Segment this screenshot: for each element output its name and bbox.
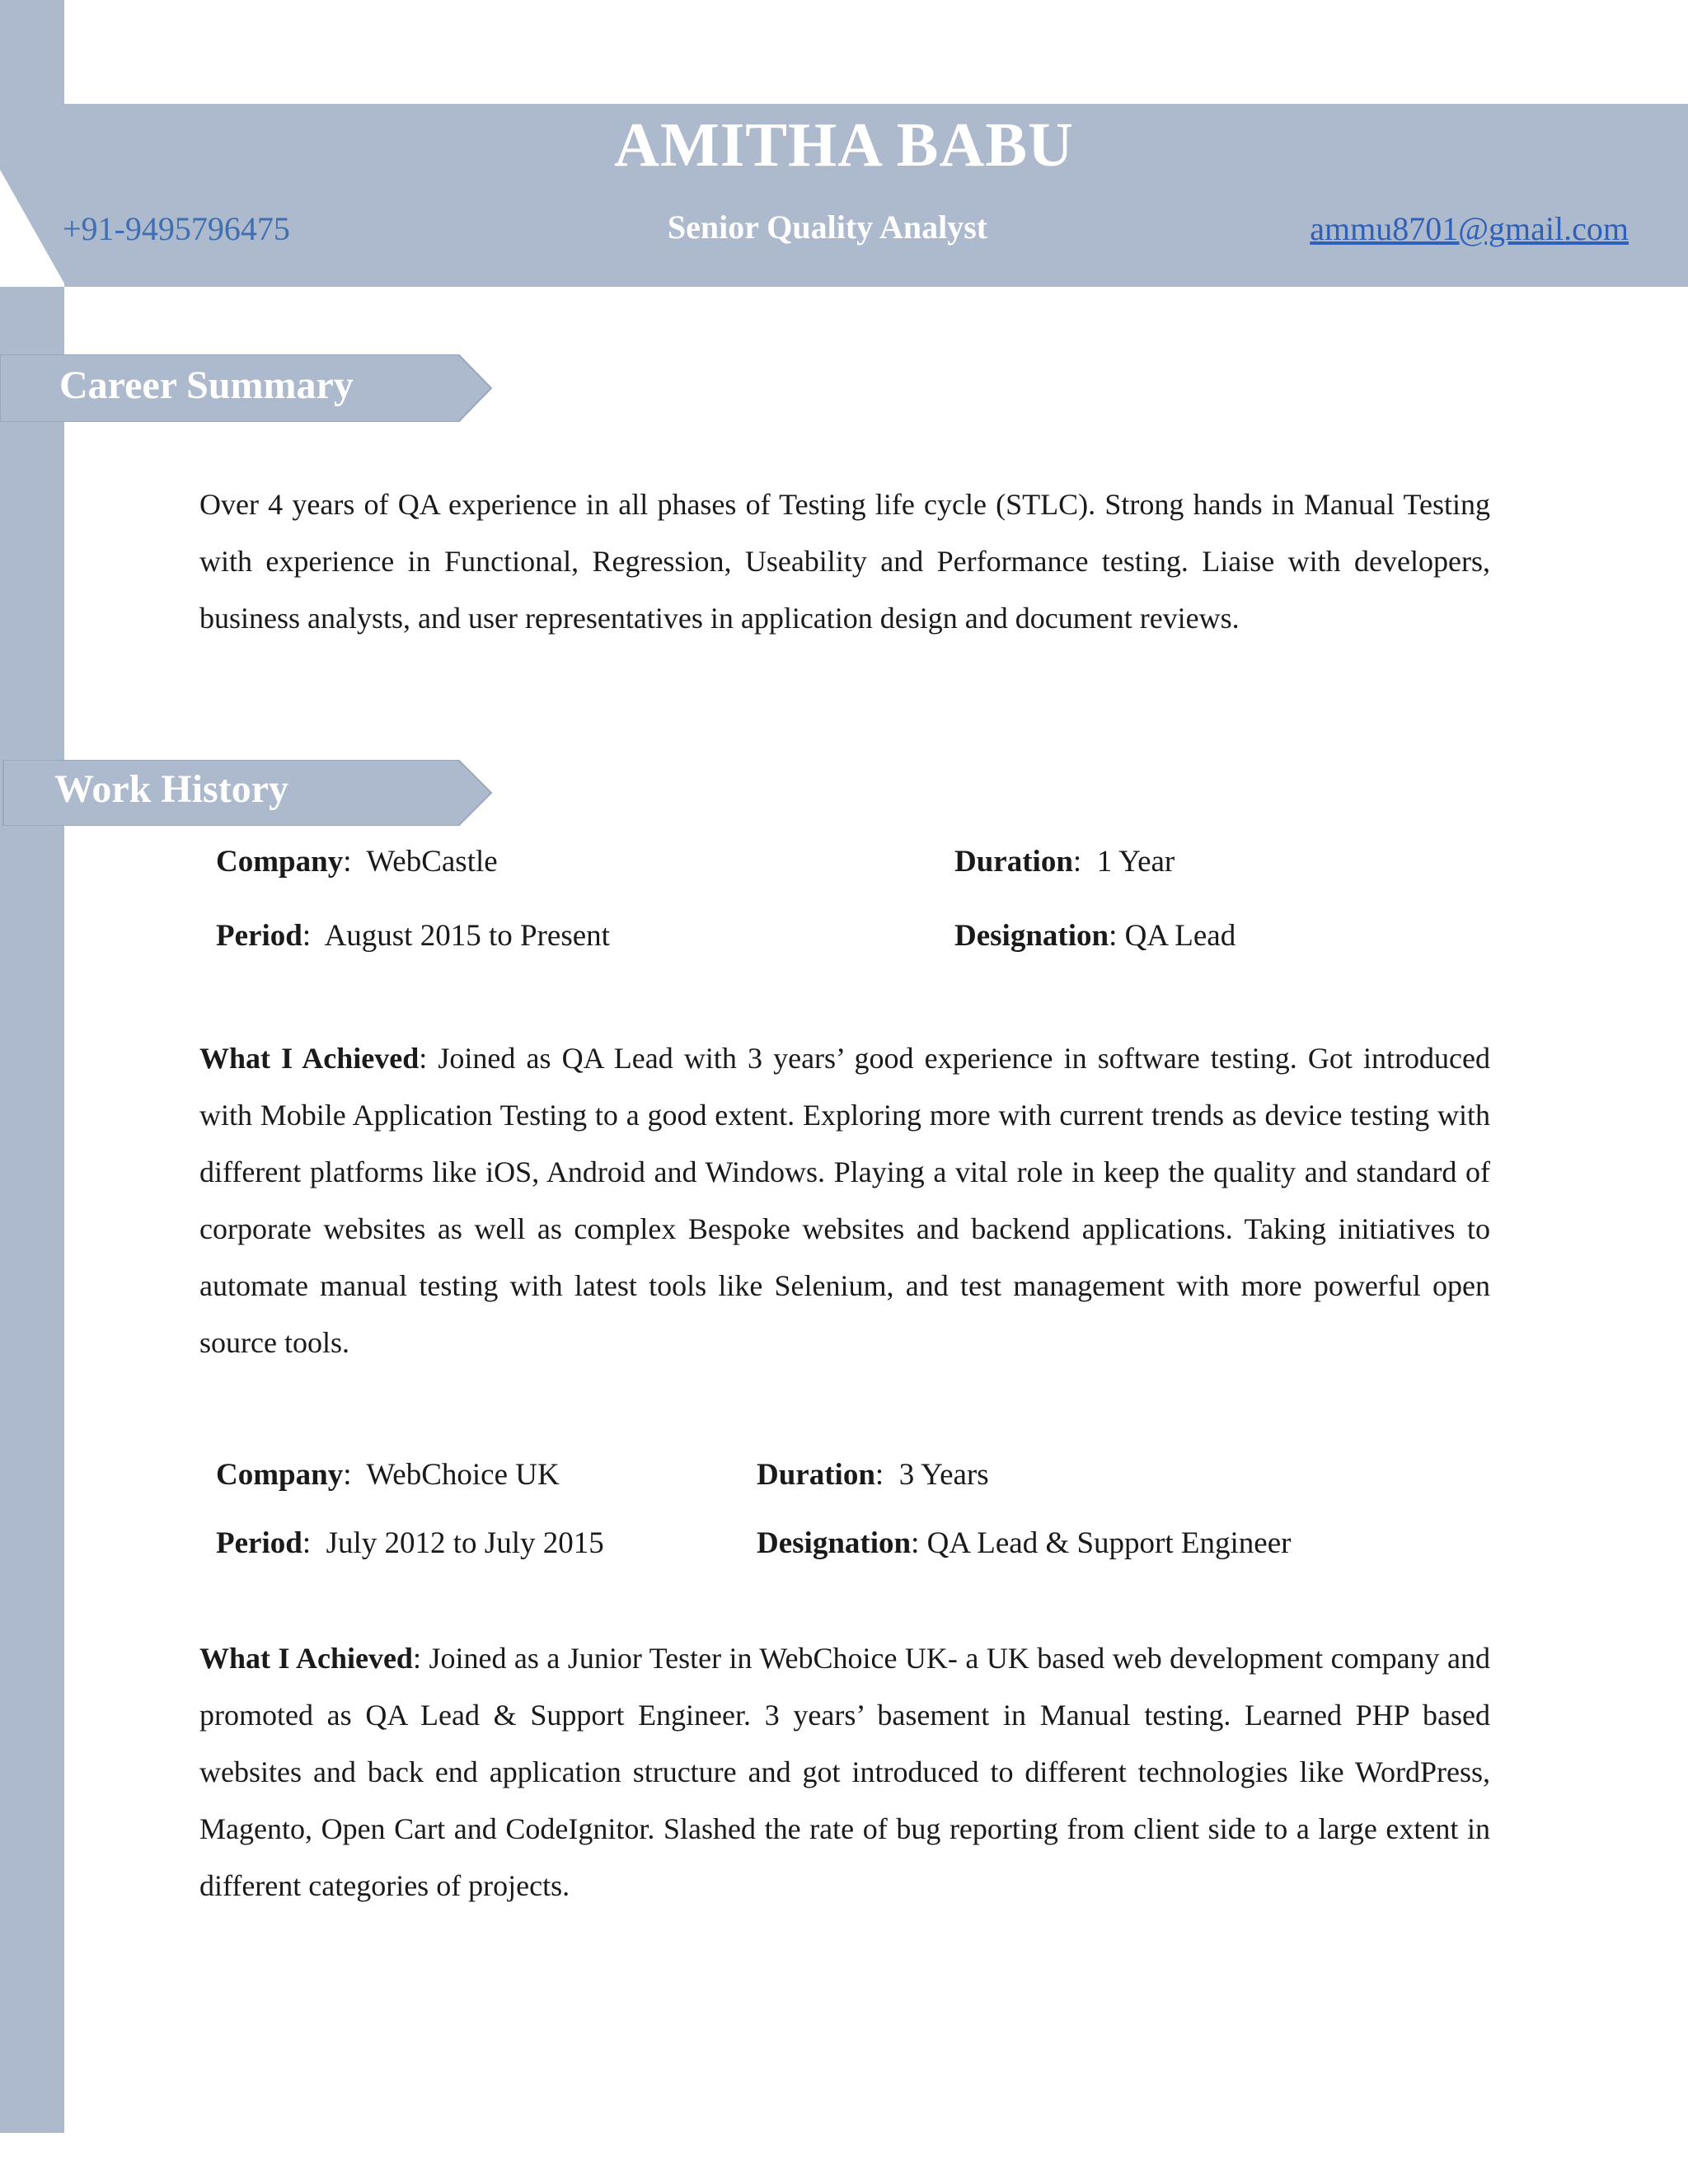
job-2-period: Period: July 2012 to July 2015 — [216, 1526, 604, 1560]
period-value: July 2012 to July 2015 — [326, 1526, 604, 1560]
achieved-text: Joined as QA Lead with 3 years’ good experience in software testing. Got introduced with Mobile Application Testing to a good extent. Exploring more with current trends as device testing with different platforms like iOS, Android and Windows. Playing a vital role in keep the quality and standard of corporate websites as well as complex Bespoke websites and backend applications. Taking initiatives to automate manual testing with latest tools like Selenium, and test management with more powerful open source tools. — [199, 1042, 1490, 1359]
job-2-company: Company: WebChoice UK — [216, 1458, 560, 1492]
company-label: Company — [216, 1458, 344, 1492]
email-link[interactable]: ammu8701@gmail.com — [1310, 210, 1629, 247]
company-value: WebChoice UK — [366, 1458, 560, 1492]
sidebar-accent-top — [0, 0, 64, 104]
job-2-designation: Designation: QA Lead & Support Engineer — [757, 1526, 1292, 1560]
achieved-label: What I Achieved — [199, 1642, 413, 1675]
period-label: Period — [216, 919, 302, 953]
designation-label: Designation — [954, 919, 1109, 953]
sidebar-accent — [0, 287, 64, 2133]
period-label: Period — [216, 1526, 302, 1560]
achieved-label: What I Achieved — [199, 1042, 420, 1075]
duration-value: 1 Year — [1096, 845, 1175, 879]
designation-value: QA Lead & Support Engineer — [926, 1526, 1292, 1560]
duration-label: Duration — [954, 845, 1073, 879]
job-1-duration: Duration: 1 Year — [954, 845, 1175, 879]
job-1-designation: Designation: QA Lead — [954, 919, 1236, 953]
career-summary-tab — [0, 354, 495, 422]
phone-number: +91-9495796475 — [63, 210, 290, 247]
duration-label: Duration — [757, 1458, 875, 1492]
job-1-period: Period: August 2015 to Present — [216, 919, 610, 953]
career-summary-text: Over 4 years of QA experience in all phases of Testing life cycle (STLC). Strong hands in Manual Testing with experience in Functional, Regression, Useability and Performance testing. Liaise with developers, business analysts, and user representatives in application design and document reviews. — [199, 488, 1490, 635]
work-history-heading: Work History — [54, 767, 288, 811]
job-2-duration: Duration: 3 Years — [757, 1458, 989, 1492]
company-value: WebCastle — [366, 845, 498, 879]
candidate-name: AMITHA BABU — [614, 110, 1074, 180]
career-summary-heading: Career Summary — [59, 363, 354, 407]
company-label: Company — [216, 845, 344, 879]
designation-value: QA Lead — [1124, 919, 1236, 953]
job-title: Senior Quality Analyst — [667, 209, 988, 246]
period-value: August 2015 to Present — [324, 919, 610, 953]
job-1-company: Company: WebCastle — [216, 845, 498, 879]
achieved-text: Joined as a Junior Tester in WebChoice UK- a UK based web development company and promoted as QA Lead & Support Engineer. 3 years’ basement in Manual testing. Learned PHP based websites and back end application structure and got introduced to different technologies like WordPress, Magento, Open Cart and CodeIgnitor. Slashed the rate of bug reporting from client side to a large extent in different categories of projects. — [199, 1642, 1490, 1902]
work-history-tab — [0, 760, 495, 826]
job-1-achievements: What I Achieved: Joined as QA Lead with 3 years’ good experience in software testing. Got introduced with Mobile Application Testing to a good extent. Exploring more with current trends as device testing with different platforms like iOS, Android and Windows. Playing a vital role in keep the quality and standard of corporate websites as well as complex Bespoke websites and backend applications. Taking initiatives to automate manual testing with latest tools like Selenium, and test management with more powerful open source tools. — [199, 1042, 1490, 1359]
job-2-achievements: What I Achieved: Joined as a Junior Tester in WebChoice UK- a UK based web development company and promoted as QA Lead & Support Engineer. 3 years’ basement in Manual testing. Learned PHP based websites and back end application structure and got introduced to different technologies like WordPress, Magento, Open Cart and CodeIgnitor. Slashed the rate of bug reporting from client side to a large extent in different categories of projects. — [199, 1642, 1490, 1902]
designation-label: Designation — [757, 1526, 912, 1560]
duration-value: 3 Years — [898, 1458, 989, 1492]
